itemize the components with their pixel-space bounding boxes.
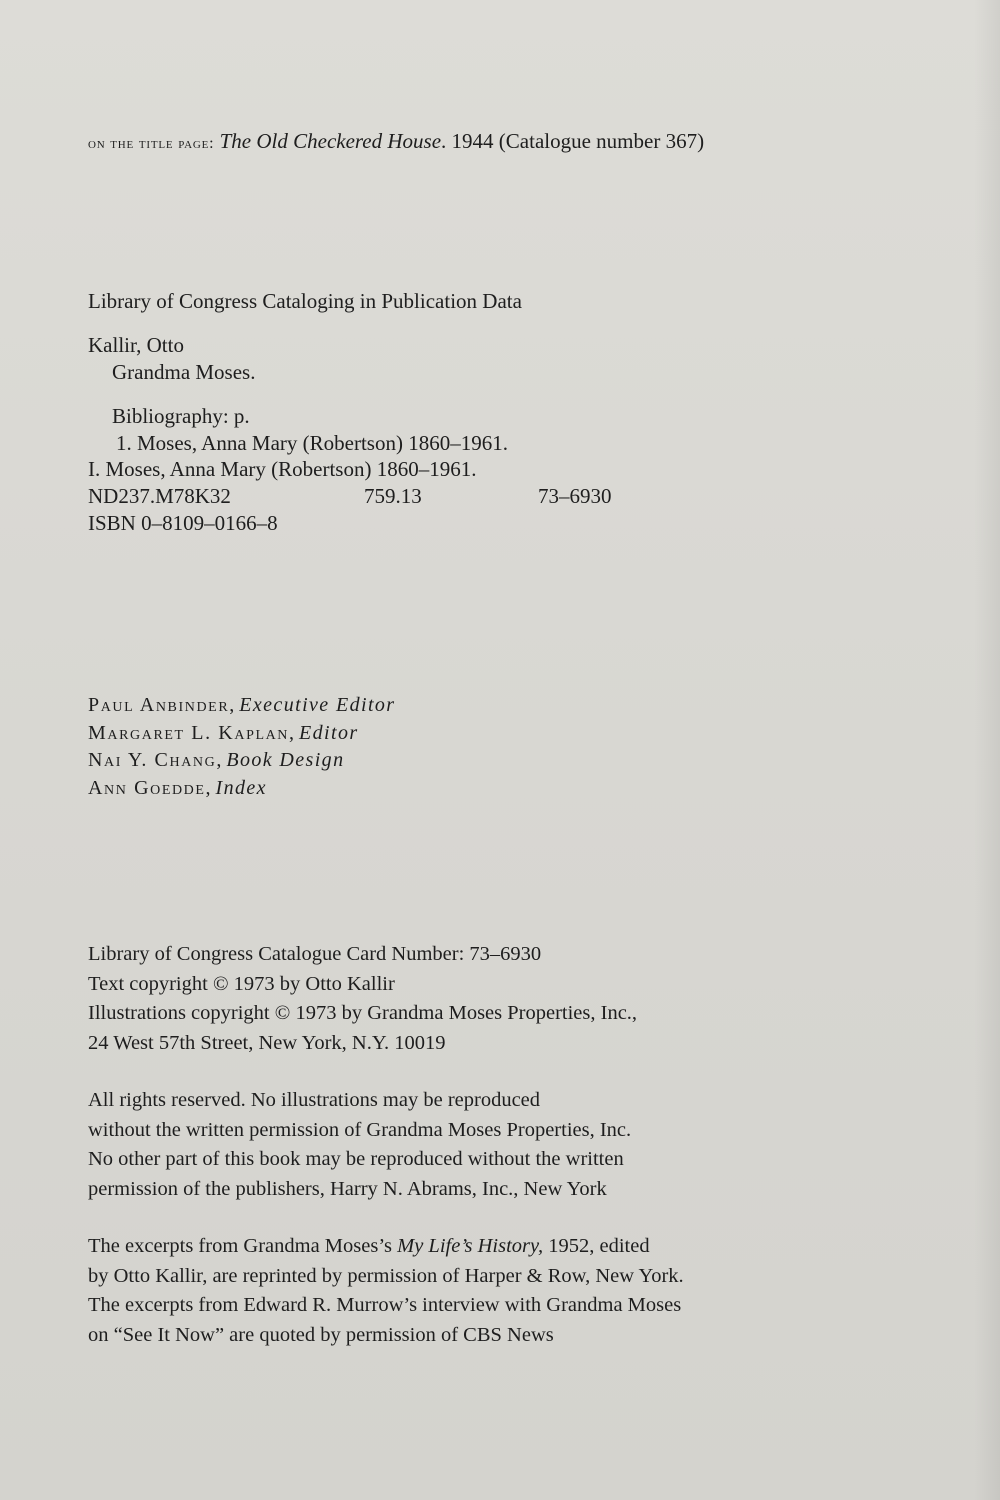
cip-title: Grandma Moses. (112, 359, 256, 384)
credit-role: Book Design (226, 749, 345, 772)
cip-lc-class: ND237.M78K32 (88, 483, 231, 508)
catalogue-number: (Catalogue number 367) (498, 129, 705, 153)
book-title: My Life’s History, (397, 1235, 544, 1257)
credit-name: Nai Y. Chang (88, 749, 217, 772)
excerpt-line (88, 1232, 910, 1262)
cip-card-number: 73–6930 (538, 483, 612, 508)
credit-line: Paul Anbinder, Executive Editor (88, 694, 396, 716)
cip-isbn: ISBN 0–8109–0166–8 (88, 510, 278, 535)
rights-line: All rights reserved. No illustrations may be reproduced (88, 1089, 541, 1111)
credit-line: Ann Goedde, Index (88, 776, 267, 799)
text-copyright-line: Text copyright © 1973 by Otto Kallir (88, 972, 395, 995)
rights-reserved (88, 1086, 910, 1204)
credit-line: Nai Y. Chang, Book Design (88, 749, 345, 772)
credit-name: Paul Anbinder (88, 694, 230, 716)
rights-line: without the written permission of Grandma Moses Properties, Inc. (88, 1118, 632, 1141)
artwork-title: The Old Checkered House (219, 129, 442, 153)
cip-dewey: 759.13 (364, 483, 422, 508)
cip-classification-row (88, 483, 910, 510)
credit-name: Margaret L. Kaplan (88, 721, 290, 744)
excerpt-line: on “See It Now” are quoted by permission of CBS News (88, 1323, 554, 1346)
cip-data (88, 288, 910, 536)
credit-line: Margaret L. Kaplan, Editor (88, 721, 359, 744)
artwork-year: . 1944 (441, 129, 494, 153)
credit-name: Ann Goedde (88, 776, 206, 799)
cip-bibliography: Bibliography: p. (112, 404, 250, 429)
title-page-credit (88, 128, 910, 154)
illustrations-copyright-line: Illustrations copyright © 1973 by Grandma Moses Properties, Inc., (88, 1002, 638, 1025)
card-number-line: Library of Congress Catalogue Card Number: 73–6930 (88, 943, 542, 965)
rights-line: permission of the publishers, Harry N. Abrams, Inc., New York (88, 1177, 607, 1200)
credit-role: Index (215, 776, 267, 799)
cip-subject-roman: I. Moses, Anna Mary (Robertson) 1860–1961. (88, 457, 477, 482)
rights-line: No other part of this book may be reproduced without the written (88, 1148, 624, 1171)
excerpt-permissions (88, 1232, 910, 1350)
excerpt-line: by Otto Kallir, are reprinted by permission of Harper & Row, New York. (88, 1264, 684, 1287)
excerpt-text: The excerpts from Grandma Moses’s (88, 1235, 398, 1257)
title-page-label: on the title page: (88, 135, 215, 152)
copyright-notice (88, 940, 910, 1058)
cip-heading: Library of Congress Cataloging in Publication Data (88, 289, 522, 313)
address-line: 24 West 57th Street, New York, N.Y. 10019 (88, 1031, 446, 1054)
cip-author: Kallir, Otto (88, 333, 184, 358)
excerpt-line: The excerpts from Edward R. Murrow’s interview with Grandma Moses (88, 1294, 682, 1317)
cip-subject-arabic: 1. Moses, Anna Mary (Robertson) 1860–1961. (116, 430, 508, 455)
staff-credits (88, 692, 910, 802)
page-edge-shadow (974, 0, 1000, 1500)
credit-role: Executive Editor (239, 694, 396, 716)
credit-role: Editor (299, 721, 359, 744)
excerpt-text: 1952, edited (543, 1235, 650, 1257)
